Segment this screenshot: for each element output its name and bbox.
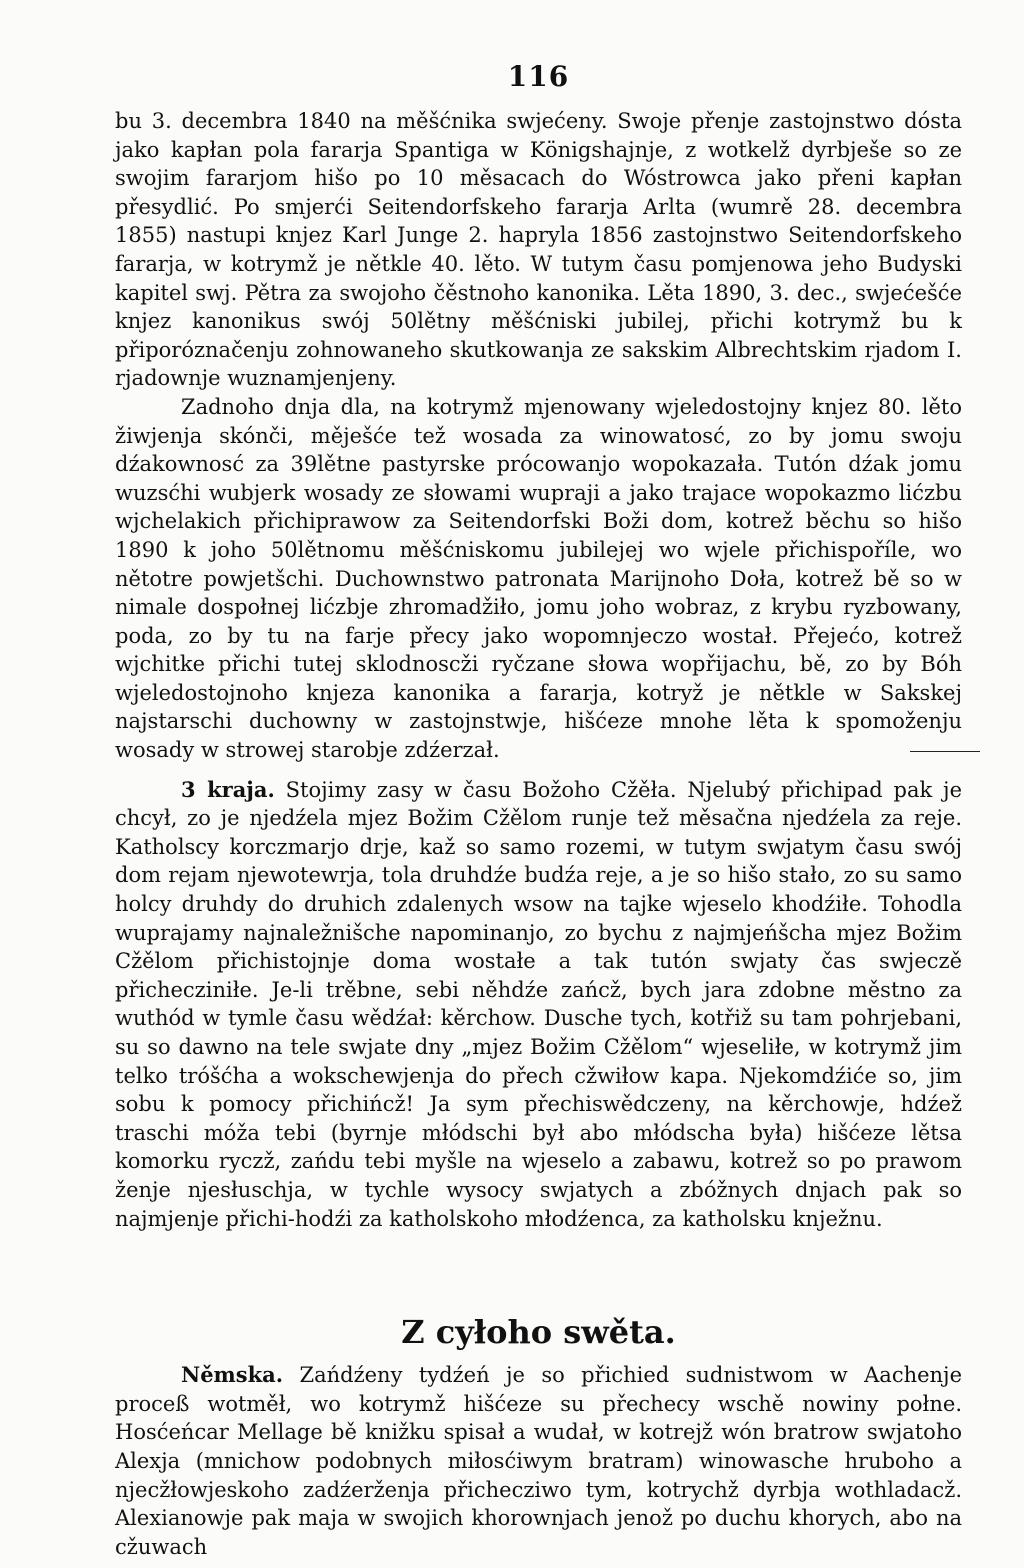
separator-rule (910, 751, 980, 752)
page-number: 116 (507, 60, 570, 93)
nemska-text: Zańdźeny tydźeń je so přichied sudnistwom w Aachenje proceß wotměł, wo kotrymž hišćeze su přechecy wschě nowiny połne. Hosćeńcar Mellage bě knižku spisał a wudał, w kotrejž wón bratrow swjatoho Alexja (mnichow podobnych miłosćiwym bratram) winowasche hruboho a njecžłowjeskoho zadźerženja přichecziwo tym, kotrychž dyrbja wothladacž. Alexianowje pak maja w swojich khorownjach jenož po duchu khorych, abo na cžuwach (115, 1363, 962, 1559)
section-heading: Z cyłoho swěta. (401, 1313, 676, 1352)
paragraph-nemska (115, 1361, 962, 1561)
paragraph-2: Zadnoho dnja dla, na kotrymž mjenowany wjeledostojny knjez 80. lěto žiwjenja skónči, měješće tež wosada za winowatosć, zo by jomu swoju dźakownosć za 39lětne pastyrske prócowanjo wopokazała. Tutón dźak jomu wuzsćhi wubjerk wosady ze słowami wupraji a jako trajace wopokazmo lićzbu wjchelakich přichiprawow za Seitendorfski Boži dom, kotrež běchu so hišo 1890 k joho 50lětnomu měšćniskomu jubilejej wo wjele přichispoříle, wo nětotre powjetšchi. Duchownstwo patronata Marijnoho Doła, kotrež bě so w nimale dospołnej lićzbje zhromadžiło, jomu joho wobraz, z krybu ryzbowany, poda, zo by tu na farje přecy jako wopomnjeczo wostał. Přejećo, kotrež wjchitke přichi tutej sklodnoscži ryčzane słowa wopřijachu, bě, zo by Bóh wjeledostojnoho knjeza kanonika a fararja, kotryž je nětkle w Sakskej najstarschi duchowny w zastojnstwje, hišćeze mnohe lěta k spomoženju wosady w strowej starobje zdźerzał. (115, 394, 962, 763)
paragraph-3-kraja (115, 776, 962, 1234)
section-3-text: Stojimy zasy w času Božoho Cžěła. Njelubý přichipad pak je chcył, zo je njedźela mjez Božim Cžělom runje tež měsačna njedźela za reje. Katholscy korczmarjo drje, kaž so samo rozemi, w tutym swjatym času swój dom rejam njewotewrja, tola druhdźe budźa reje, a je so hišo stało, zo su samo holcy druhdy do druhich zdalenych wsow na tajke wjeselo khodźiłe. Tohodla wuprajamy najnaležnišche napominanjo, zo bychu z najmjeńšcha mjez Božim Cžělom přichistojnje doma wostałe a tak tutón swjaty čas swjeczě přichecziniłe. Je-li trěbne, sebi něhdźe zańcž, bych jara zdobne městno za wuthód w tymle času wědźał: kěrchow. Dusche tych, kotřiž su tam pohrjebani, su so dawno na tele swjate dny „mjez Božim Cžělom“ wjeseliłe, w kotrymž jim telko tróšćha a wokschewjenja do přech cžwiłow kapa. Njekomdźiće so, jim sobu k pomocy přichińcž! Ja sym přechiswědczeny, na kěrchowje, hdźež traschi móža tebi (byrnje młódschi był abo młódscha była) hišćeze lětsa komorku ryczž, zańdu tebi myšle na wjeselo a zabawu, kotrež so po prawom ženje njesłuschja, w tychle wysocy swjatych a zbóžnych dnjach pak so najmjenje přichi-hodźi za katholskoho młodźenca, za katholsku knježnu. (115, 777, 962, 1231)
paragraph-1: bu 3. decembra 1840 na měšćnika swjećeny. Swoje přenje zastojnstwo dósta jako kapłan pola fararja Spantiga w Königshajnje, z wotkelž dyrbješe so ze swojim fararjom hišo po 10 měsacach do Wóstrowca jako přeni kapłan přesydlić. Po smjerći Seitendorfskeho fararja Arlta (wumrě 28. decembra 1855) nastupi knjez Karl Junge 2. hapryla 1856 zastojnstwo Seitendorfskeho fararja, w kotrymž je nětkle 40. lěto. W tutym času pomjenowa jeho Budyski kapitel swj. Pětra za swojoho čěstnoho kanonika. Lěta 1890, 3. dec., swjećešće knjez kanonikus swój 50lětny měšćniski jubilej, přichi kotrymž bu k připoróznačenju zohnowaneho skutkowanja ze sakskim Albrechtskim rjadom I. rjadownje wuznamjenjeny. (115, 109, 962, 391)
nemska-label: Němska. (181, 1362, 284, 1388)
section-3-label: 3 kraja. (181, 776, 275, 802)
